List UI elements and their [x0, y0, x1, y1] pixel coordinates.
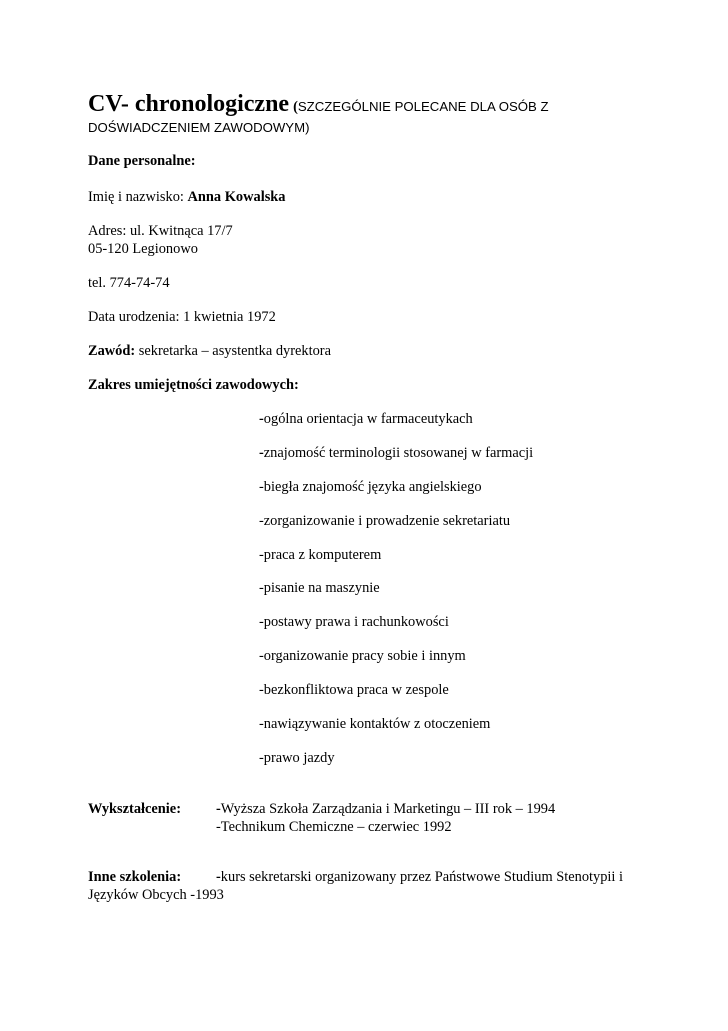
cv-title-note-paren: (: [293, 99, 298, 115]
training-entry-line1: -kurs sekretarski organizowany przez Państwowe Studium Stenotypii i: [216, 869, 623, 885]
education-entry-1: -Wyższa Szkoła Zarządzania i Marketingu – III rok – 1994: [216, 801, 556, 817]
skill-item: -zorganizowanie i prowadzenie sekretariatu: [259, 513, 511, 529]
address-line: [88, 222, 233, 240]
name-value: Anna Kowalska: [187, 189, 286, 205]
education-entry-2: -Technikum Chemiczne – czerwiec 1992: [216, 819, 452, 835]
address-city: 05-120 Legionowo: [88, 241, 198, 257]
cv-title-note-line2: DOŚWIADCZENIEM ZAWODOWYM): [88, 120, 310, 135]
skill-item: -biegła znajomość języka angielskiego: [259, 479, 482, 495]
skill-item: -ogólna orientacja w farmaceutykach: [259, 411, 473, 427]
profession-value: sekretarka – asystentka dyrektora: [138, 343, 331, 359]
cv-title-note-line1: SZCZEGÓLNIE POLECANE DLA OSÓB Z: [297, 99, 549, 114]
training-label: Inne szkolenia:: [88, 869, 182, 885]
phone: tel. 774-74-74: [88, 275, 170, 291]
skill-item: -nawiązywanie kontaktów z otoczeniem: [259, 716, 491, 732]
skill-item: -praca z komputerem: [259, 547, 382, 563]
profession-label: Zawód:: [88, 343, 136, 359]
skill-item: -organizowanie pracy sobie i innym: [259, 648, 466, 664]
address-label: Adres:: [88, 223, 127, 239]
skills-heading: Zakres umiejętności zawodowych:: [88, 377, 299, 393]
name-line: [88, 188, 286, 206]
name-label: Imię i nazwisko:: [88, 189, 184, 205]
skill-item: -prawo jazdy: [259, 750, 335, 766]
skill-item: -znajomość terminologii stosowanej w farmacji: [259, 445, 534, 461]
cv-title-main: CV- chronologiczne: [88, 91, 290, 117]
education-label: Wykształcenie:: [88, 801, 181, 817]
skill-item: -bezkonfliktowa praca w zespole: [259, 682, 449, 698]
personal-heading: Dane personalne:: [88, 153, 196, 169]
skill-item: -pisanie na maszynie: [259, 580, 380, 596]
birth-date: Data urodzenia: 1 kwietnia 1972: [88, 309, 276, 325]
profession-line: [88, 342, 331, 360]
training-entry-line2: Języków Obcych -1993: [88, 887, 224, 903]
address-street: ul. Kwitnąca 17/7: [129, 223, 233, 239]
cv-title: [88, 90, 549, 118]
skill-item: -postawy prawa i rachunkowości: [259, 614, 449, 630]
